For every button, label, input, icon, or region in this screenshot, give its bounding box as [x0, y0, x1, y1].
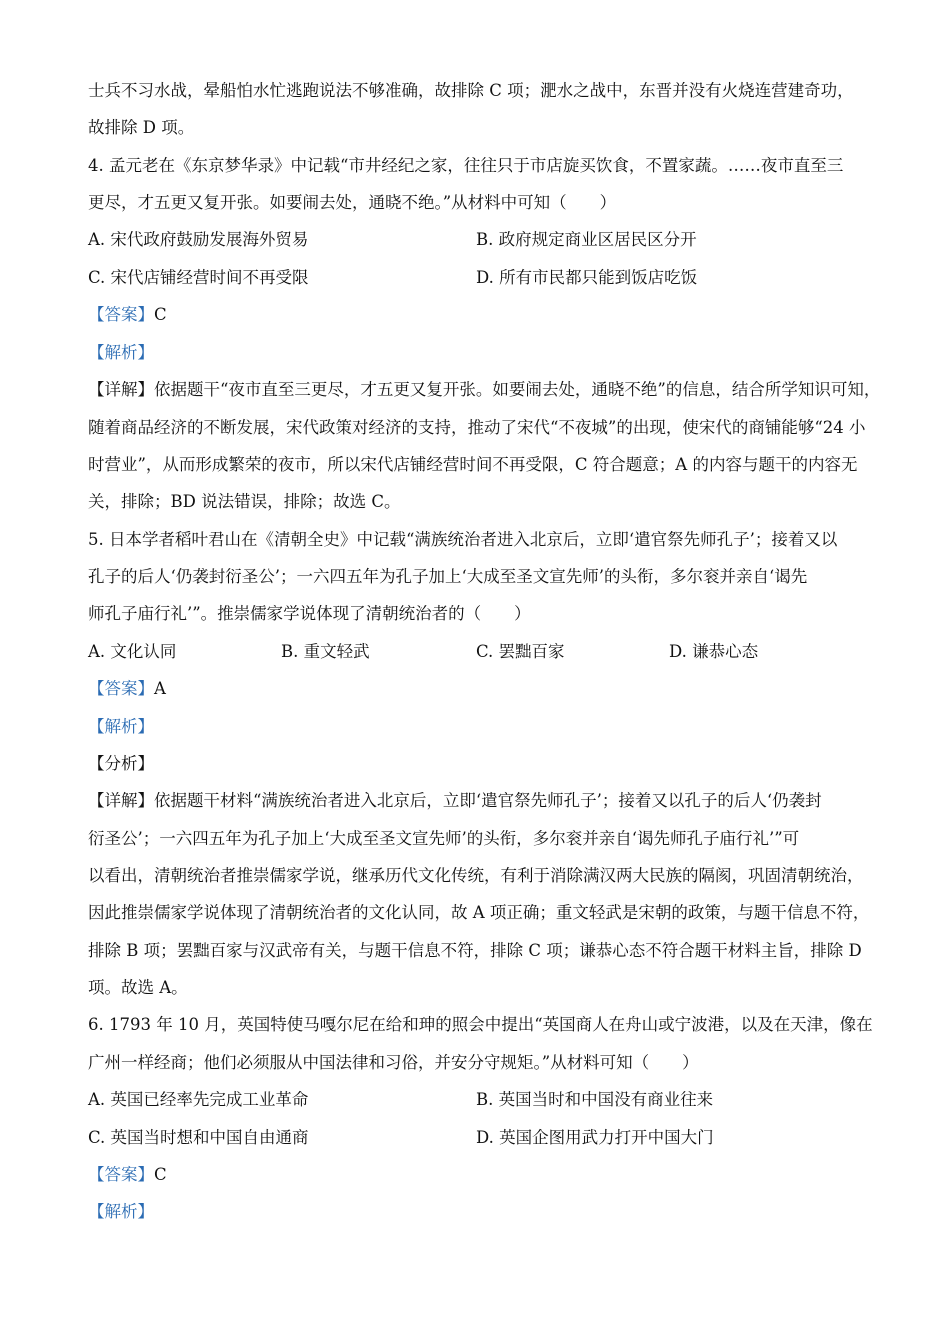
q6-option-d: D. 英国企图用武力打开中国大门: [476, 1128, 714, 1147]
q4-detail-line-2: 随着商品经济的不断发展，宋代政策对经济的支持，推动了宋代“不夜城”的出现，使宋代的商铺能够“24 小: [88, 418, 866, 437]
q4-stem-line-1: 4. 孟元老在《东京梦华录》中记载“市井经纪之家，往往只于市店旋买饮食，不置家蔬。……夜市直至三: [88, 156, 844, 175]
q5-fenxi-tag: 【分析】: [88, 754, 154, 773]
q4-option-d: D. 所有市民都只能到饭店吃饭: [476, 268, 698, 287]
answer-tag: 【答案】: [88, 679, 154, 698]
q5-detail-line-1: [88, 790, 868, 812]
q5-option-d: D. 谦恭心态: [669, 642, 759, 661]
q4-detail-line-4: 关，排除；BD 说法错误，排除；故选 C。: [88, 492, 401, 511]
q5-answer: [88, 678, 868, 700]
q4-option-a: A. 宋代政府鼓励发展海外贸易: [88, 230, 309, 249]
q4-answer-value: C: [154, 305, 167, 324]
q6-option-a: A. 英国已经率先完成工业革命: [88, 1090, 309, 1109]
q4-detail-text-1: 依据题干“夜市直至三更尽，才五更又复开张。如要闹去处，通晓不绝”的信息，结合所学知识可知，: [154, 380, 881, 399]
q6-stem-line-1: 6. 1793 年 10 月，英国特使马嘎尔尼在给和珅的照会中提出“英国商人在舟山或宁波港，以及在天津，像在: [88, 1015, 873, 1034]
q5-detail-line-6: 项。故选 A。: [88, 978, 188, 997]
q5-detail-line-4: 因此推崇儒家学说体现了清朝统治者的文化认同，故 A 项正确；重文轻武是宋朝的政策，与题干信息不符，: [88, 903, 870, 922]
q5-option-b: B. 重文轻武: [281, 642, 370, 661]
q6-answer: [88, 1164, 868, 1186]
q6-answer-value: C: [154, 1165, 167, 1184]
q5-option-a: A. 文化认同: [88, 642, 177, 661]
detail-tag: 【详解】: [88, 791, 154, 810]
prev-explanation-line-2: 故排除 D 项。: [88, 118, 195, 137]
q6-stem-line-2: 广州一样经商；他们必须服从中国法律和习俗，并安分守规矩。”从材料可知（ ）: [88, 1053, 699, 1072]
q4-detail-line-1: [88, 379, 881, 401]
q5-detail-line-2: 衍圣公’；一六四五年为孔子加上‘大成至圣文宣先师’的头衔，多尔衮并亲自‘谒先师孔子庙行礼’”可: [88, 829, 800, 848]
q4-option-b: B. 政府规定商业区居民区分开: [476, 230, 697, 249]
q4-detail-line-3: 时营业”，从而形成繁荣的夜市，所以宋代店铺经营时间不再受限，C 符合题意；A 的内容与题干的内容无: [88, 455, 858, 474]
q4-stem-line-2: 更尽，才五更又复开张。如要闹去处，通晓不绝。”从材料中可知（ ）: [88, 193, 617, 212]
q4-analysis-tag: 【解析】: [88, 343, 154, 362]
q5-analysis-tag: 【解析】: [88, 717, 154, 736]
q6-analysis-tag: 【解析】: [88, 1202, 154, 1221]
q5-option-c: C. 罢黜百家: [476, 642, 565, 661]
q5-answer-value: A: [154, 679, 166, 698]
q5-stem-line-2: 孔子的后人‘仍袭封衍圣公’；一六四五年为孔子加上‘大成至圣文宣先师’的头衔，多尔衮并亲自‘谒先: [88, 567, 808, 586]
q5-detail-text-1: 依据题干材料“满族统治者进入北京后，立即‘遣官祭先师孔子’；接着又以孔子的后人‘仍袭封: [154, 791, 822, 810]
q5-stem-line-1: 5. 日本学者稻叶君山在《清朝全史》中记载“满族统治者进入北京后，立即‘遣官祭先师孔子’；接着又以: [88, 530, 838, 549]
q6-option-b: B. 英国当时和中国没有商业往来: [476, 1090, 714, 1109]
q5-stem-line-3: 师孔子庙行礼’”。推崇儒家学说体现了清朝统治者的（ ）: [88, 604, 531, 623]
answer-tag: 【答案】: [88, 305, 154, 324]
q6-option-c: C. 英国当时想和中国自由通商: [88, 1128, 309, 1147]
answer-tag: 【答案】: [88, 1165, 154, 1184]
q4-option-c: C. 宋代店铺经营时间不再受限: [88, 268, 309, 287]
detail-tag: 【详解】: [88, 380, 154, 399]
q4-answer: [88, 304, 868, 326]
q5-detail-line-3: 以看出，清朝统治者推崇儒家学说，继承历代文化传统，有利于消除满汉两大民族的隔阂，巩固清朝统治，: [88, 866, 864, 885]
q5-detail-line-5: 排除 B 项；罢黜百家与汉武帝有关，与题干信息不符，排除 C 项；谦恭心态不符合题干材料主旨，排除 D: [88, 941, 862, 960]
prev-explanation-line-1: 士兵不习水战，晕船怕水忙逃跑说法不够准确，故排除 C 项；淝水之战中，东晋并没有火烧连营建奇功，: [88, 81, 854, 100]
